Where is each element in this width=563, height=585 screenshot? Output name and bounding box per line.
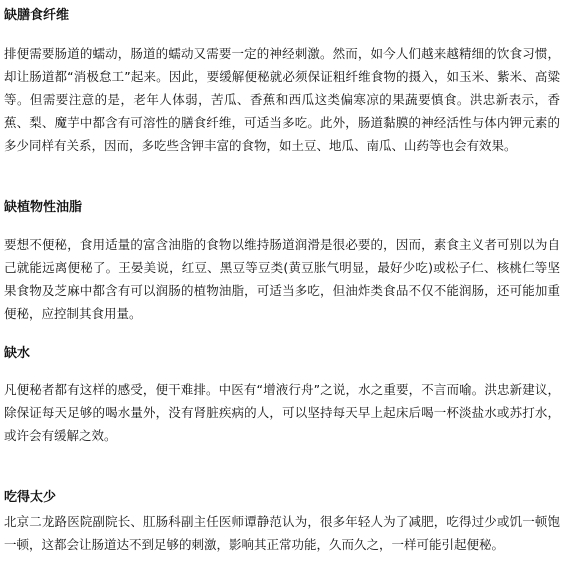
- section-body-water: 凡便秘者都有这样的感受，便干难排。中医有“增液行舟”之说，水之重要，不言而喻。洪忠新建议，除保证每天足够的喝水量外，没有肾脏疾病的人，可以坚持每天早上起床后喝一杯淡盐水或苏打水，或许会有缓解之效。: [4, 382, 560, 443]
- section-body-eat-too-little: 北京二龙路医院副院长、肛肠科副主任医师谭静范认为，很多年轻人为了减肥，吃得过少或饥一顿饱一顿，这都会让肠道达不到足够的刺激，影响其正常功能，久而久之，一样可能引起便秘。: [4, 514, 560, 552]
- section-body-plant-oil: 要想不便秘，食用适量的富含油脂的食物以维持肠道润滑是很必要的，因而，素食主义者可别以为自己就能远离便秘了。王晏美说，红豆、黑豆等豆类(黄豆胀气明显，最好少吃)或松子仁、核桃仁等坚果食物及芝麻中都含有可以润肠的植物油脂，可适当多吃，但油炸类食品不仅不能润肠，还可能加重便秘，应控制其食用量。: [4, 237, 560, 321]
- section-body-fiber: 排便需要肠道的蠕动，肠道的蠕动又需要一定的神经刺激。然而，如今人们越来越精细的饮食习惯，却让肠道都“消极怠工”起来。因此，要缓解便秘就必须保证粗纤维食物的摄入，如玉米、紫米、高粱等。但需要注意的是，老年人体弱，苦瓜、香蕉和西瓜这类偏寒凉的果蔬要慎食。洪忠新表示，香蕉、梨、魔芋中都含有可溶性的膳食纤维，可适当多吃。此外，肠道黏膜的神经活性与体内钾元素的多少同样有关系，因而，多吃些含钾丰富的食物，如土豆、地瓜、南瓜、山药等也会有效果。: [4, 46, 560, 153]
- section-title-eat-too-little: 吃得太少: [4, 490, 57, 505]
- section-title-fiber: 缺膳食纤维: [4, 8, 70, 23]
- section-title-water: 缺水: [4, 346, 31, 361]
- section-title-plant-oil: 缺植物性油脂: [4, 200, 83, 215]
